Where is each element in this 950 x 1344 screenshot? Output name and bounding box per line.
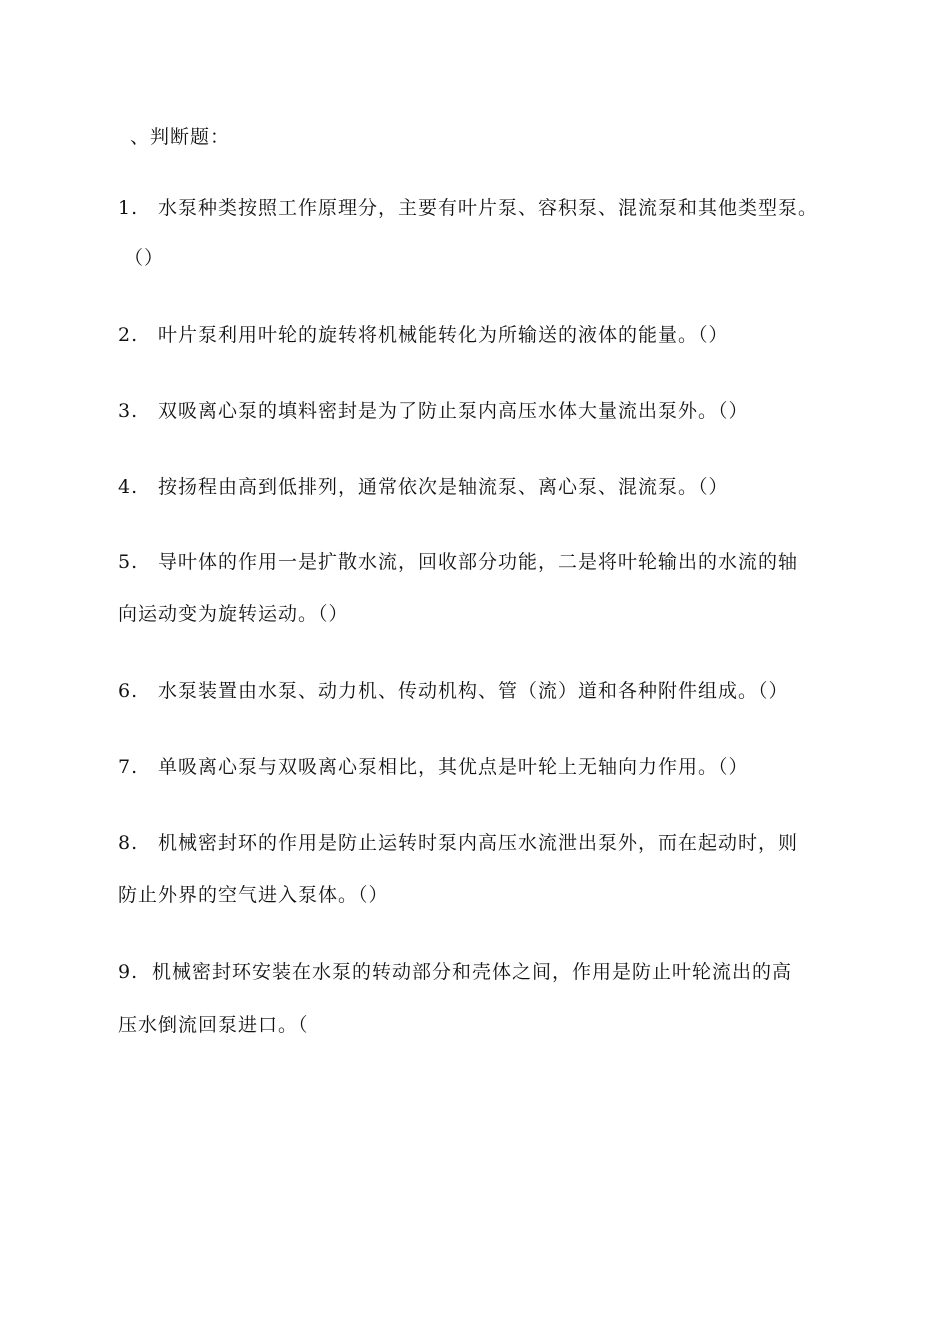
question-text: 水泵种类按照工作原理分，主要有叶片泵、容积泵、混流泵和其他类型泵。 xyxy=(158,197,819,219)
question-5 xyxy=(118,547,798,577)
question-1-continuation xyxy=(124,243,164,273)
question-text: 导叶体的作用一是扩散水流，回收部分功能，二是将叶轮输出的水流的轴 xyxy=(158,551,799,573)
question-6 xyxy=(118,676,789,706)
question-5-continuation xyxy=(118,599,349,629)
section-title: 、判断题： xyxy=(130,126,231,148)
question-8-continuation xyxy=(118,880,389,910)
question-text: 单吸离心泵与双吸离心泵相比，其优点是叶轮上无轴向力作用。（） xyxy=(158,756,749,778)
question-text: 向运动变为旋转运动。（） xyxy=(118,603,349,625)
question-number: 9. xyxy=(118,961,139,983)
question-text: 机械密封环的作用是防止运转时泵内高压水流泄出泵外，而在起动时，则 xyxy=(158,832,799,854)
question-text: 压水倒流回泵进口。（ xyxy=(118,1014,309,1036)
question-8 xyxy=(118,828,798,858)
question-text: 防止外界的空气进入泵体。（） xyxy=(118,884,389,906)
question-text: （） xyxy=(124,247,165,269)
question-number: 5. xyxy=(118,551,139,573)
question-number: 7. xyxy=(118,756,139,778)
question-number: 3. xyxy=(118,400,139,422)
question-text: 机械密封环安装在水泵的转动部分和壳体之间，作用是防止叶轮流出的高 xyxy=(152,961,793,983)
question-number: 1. xyxy=(118,197,139,219)
question-text: 叶片泵利用叶轮的旋转将机械能转化为所输送的液体的能量。（） xyxy=(158,324,729,346)
question-number: 6. xyxy=(118,680,139,702)
question-text: 按扬程由高到低排列，通常依次是轴流泵、离心泵、混流泵。（） xyxy=(158,476,729,498)
question-4 xyxy=(118,472,729,502)
question-9-continuation xyxy=(118,1010,309,1040)
question-1 xyxy=(118,193,818,223)
question-number: 4. xyxy=(118,476,139,498)
question-9 xyxy=(118,957,792,987)
question-text: 双吸离心泵的填料密封是为了防止泵内高压水体大量流出泵外。（） xyxy=(158,400,749,422)
question-number: 8. xyxy=(118,832,139,854)
question-3 xyxy=(118,396,749,426)
question-2 xyxy=(118,320,729,350)
question-number: 2. xyxy=(118,324,139,346)
question-7 xyxy=(118,752,749,782)
question-text: 水泵装置由水泵、动力机、传动机构、管（流）道和各种附件组成。（） xyxy=(158,680,789,702)
